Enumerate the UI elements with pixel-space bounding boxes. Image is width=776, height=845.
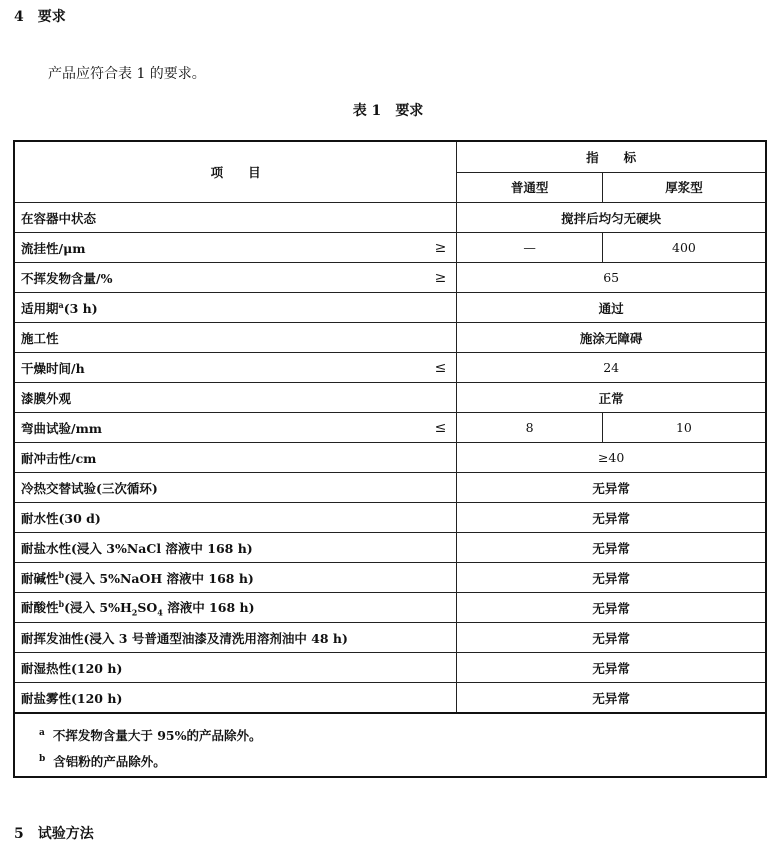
table-row [14, 443, 766, 473]
row-item: 适用期$^a$(3 h) [14, 293, 457, 323]
intro-paragraph: 产品应符合表 1 的要求。 [48, 66, 206, 82]
footnote: $^a$ 不挥发物含量大于 95%的产品除外。 [39, 728, 262, 744]
row-value: 24 [457, 353, 766, 383]
row-value: 无异常 [457, 623, 766, 653]
row-item: 耐盐水性(浸入 3%NaCl 溶液中 168 h) [14, 533, 457, 563]
row-value: 无异常 [457, 593, 766, 623]
row-value: 通过 [457, 293, 766, 323]
row-item: 耐挥发油性(浸入 3 号普通型油漆及清洗用溶剂油中 48 h) [14, 623, 457, 653]
row-value: ≥40 [457, 443, 766, 473]
table-row [14, 533, 766, 563]
table-caption [0, 100, 776, 120]
table-row [14, 383, 766, 413]
row-value: 无异常 [457, 533, 766, 563]
row-value: 无异常 [457, 473, 766, 503]
table-row [14, 293, 766, 323]
comparison-symbol: ≤ [434, 359, 447, 376]
row-item: 不挥发物含量/% ≥ [14, 263, 457, 293]
table-row [14, 683, 766, 714]
comparison-symbol: ≥ [434, 269, 447, 286]
row-item: 耐湿热性(120 h) [14, 653, 457, 683]
table-row [14, 503, 766, 533]
row-item: 弯曲试验/mm ≤ [14, 413, 457, 443]
section-number: 5 [14, 826, 24, 842]
row-value: 65 [457, 263, 766, 293]
section-4-heading [14, 6, 66, 26]
row-value-type2: 10 [602, 413, 766, 443]
table-row [14, 413, 766, 443]
table-row [14, 323, 766, 353]
header-item: 项 目 [14, 141, 457, 203]
row-value: 正常 [457, 383, 766, 413]
table-row [14, 263, 766, 293]
row-item: 耐盐雾性(120 h) [14, 683, 457, 714]
table-row [14, 353, 766, 383]
row-value: 无异常 [457, 503, 766, 533]
section-title: 试验方法 [37, 826, 94, 842]
row-value: 施涂无障碍 [457, 323, 766, 353]
row-item: 干燥时间/h ≤ [14, 353, 457, 383]
table-title: 要求 [395, 103, 424, 119]
table-row [14, 653, 766, 683]
row-value-type1: 8 [457, 413, 603, 443]
comparison-symbol: ≥ [434, 239, 447, 256]
row-value: 无异常 [457, 653, 766, 683]
header-type1: 普通型 [457, 172, 603, 203]
row-item: 耐冲击性/cm [14, 443, 457, 473]
header-type2: 厚浆型 [602, 172, 766, 203]
row-value: 无异常 [457, 683, 766, 714]
table-label: 表 1 [352, 103, 382, 119]
table-row [14, 233, 766, 263]
row-item: 耐酸性$^b$(浸入 $5\%H_2SO_4$ 溶液中 168 h) [14, 593, 457, 623]
row-item: 耐碱性$^b$(浸入 5%NaOH 溶液中 168 h) [14, 563, 457, 593]
row-item: 流挂性/μm ≥ [14, 233, 457, 263]
row-value-type2: 400 [602, 233, 766, 263]
table-row [14, 563, 766, 593]
section-number: 4 [14, 9, 24, 25]
row-value-type1: — [457, 233, 603, 263]
row-item: 耐水性(30 d) [14, 503, 457, 533]
table-row [14, 623, 766, 653]
row-item: 施工性 [14, 323, 457, 353]
row-item: 冷热交替试验(三次循环) [14, 473, 457, 503]
table-row [14, 203, 766, 233]
table-row [14, 593, 766, 623]
header-row [14, 141, 766, 172]
requirements-table [13, 140, 767, 778]
notes-row [14, 713, 766, 777]
section-title: 要求 [37, 9, 66, 25]
row-value: 搅拌后均匀无硬块 [457, 203, 766, 233]
section-5-heading [14, 823, 94, 843]
table-row [14, 473, 766, 503]
table-notes [14, 713, 766, 777]
comparison-symbol: ≤ [434, 419, 447, 436]
footnote: $^b$ 含铝粉的产品除外。 [39, 754, 166, 770]
row-item: 漆膜外观 [14, 383, 457, 413]
row-item: 在容器中状态 [14, 203, 457, 233]
header-indicator: 指 标 [457, 141, 766, 172]
row-value: 无异常 [457, 563, 766, 593]
